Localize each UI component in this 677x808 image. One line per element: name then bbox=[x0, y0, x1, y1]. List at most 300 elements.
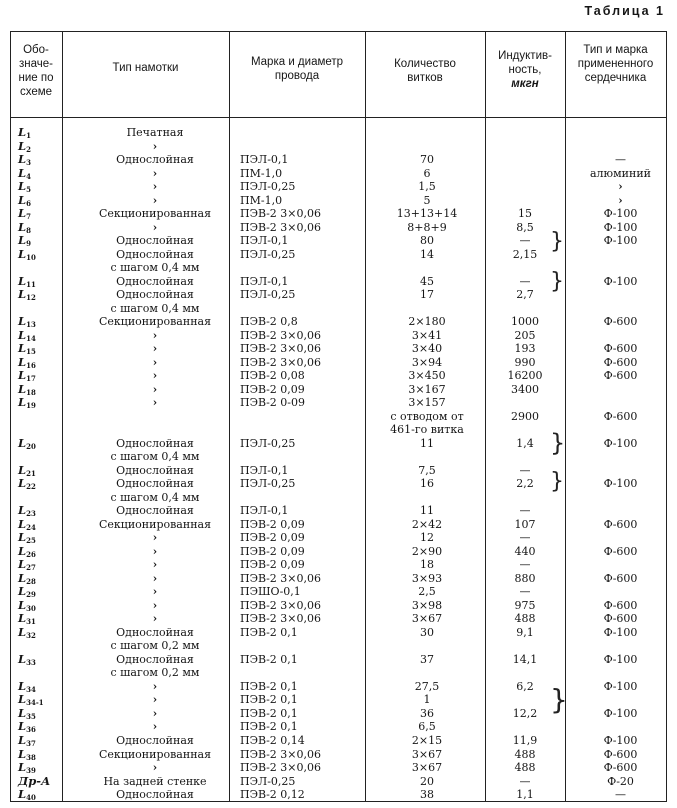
cell-core: Ф-100 bbox=[603, 234, 638, 248]
brace-icon: } bbox=[550, 269, 564, 294]
designation-symbol: L bbox=[18, 381, 27, 396]
brace-icon: } bbox=[550, 469, 564, 494]
cell-type: с шагом 0,4 мм bbox=[110, 490, 200, 504]
designation-index: 36 bbox=[26, 725, 36, 735]
cell-ind: 193 bbox=[514, 342, 536, 356]
designation-symbol: L bbox=[18, 476, 27, 491]
cell-turns: 3×167 bbox=[408, 382, 446, 396]
cell-core: Ф-600 bbox=[603, 598, 638, 612]
cell-turns: 1,5 bbox=[418, 180, 436, 193]
cell-ind: 12,2 bbox=[512, 706, 538, 720]
cell-wire: ПЭВ-2 0,09 bbox=[240, 531, 305, 545]
cell-type: › bbox=[152, 558, 158, 572]
table-row bbox=[10, 516, 667, 532]
brace-icon: } bbox=[550, 683, 568, 716]
cell-type: с шагом 0,2 мм bbox=[110, 639, 200, 653]
cell-wire: ПЭВ-2 3×0,06 bbox=[240, 761, 322, 774]
designation-symbol: Др-А bbox=[18, 773, 51, 788]
table-row bbox=[10, 181, 667, 192]
cell-turns: 3×98 bbox=[411, 598, 443, 612]
table-row bbox=[10, 611, 667, 627]
cell-ind: 11,9 bbox=[512, 734, 538, 747]
cell-ind: 488 bbox=[514, 612, 536, 626]
designation-symbol: L bbox=[18, 584, 27, 599]
designation-symbol: L bbox=[18, 719, 27, 734]
cell-wire: ПЭЛ-0,25 bbox=[240, 288, 296, 302]
table-row bbox=[10, 719, 667, 735]
cell-type: › bbox=[152, 585, 158, 599]
cell-core: Ф-100 bbox=[603, 207, 638, 221]
designation-symbol: L bbox=[18, 678, 27, 693]
cell-designation bbox=[18, 397, 36, 411]
cell-core: Ф-100 bbox=[603, 220, 638, 234]
designation-symbol: L bbox=[18, 611, 27, 626]
designation-symbol: L bbox=[18, 557, 27, 572]
cell-type: Однослойная bbox=[116, 153, 194, 166]
cell-turns: 8+8+9 bbox=[407, 220, 447, 234]
cell-designation bbox=[18, 624, 36, 641]
cell-wire: ПЭЛ-0,1 bbox=[240, 504, 289, 518]
cell-wire: ПЭВ-2 3×0,06 bbox=[240, 355, 322, 369]
cell-ind: — bbox=[519, 234, 531, 248]
cell-designation bbox=[18, 435, 36, 452]
table-row bbox=[10, 651, 667, 667]
designation-index: 38 bbox=[26, 752, 36, 762]
cell-ind: 1000 bbox=[511, 315, 539, 329]
designation-symbol: L bbox=[18, 341, 27, 356]
header-line: мкгн bbox=[511, 78, 539, 90]
cell-core: Ф-600 bbox=[603, 355, 638, 369]
cell-type: › bbox=[152, 193, 158, 207]
cell-type: Однослойная bbox=[116, 652, 194, 666]
designation-symbol: L bbox=[18, 705, 27, 720]
cell-core: Ф-100 bbox=[603, 652, 638, 666]
designation-index: 18 bbox=[26, 387, 36, 397]
cell-turns: 2×90 bbox=[411, 544, 443, 558]
cell-wire: ПЭВ-2 0,1 bbox=[240, 720, 298, 734]
cell-wire: ПЭЛ-0,25 bbox=[240, 774, 296, 788]
table-row bbox=[10, 154, 667, 165]
table-row bbox=[10, 640, 667, 651]
table-row bbox=[10, 354, 667, 370]
cell-type: Однослойная bbox=[116, 625, 194, 639]
cell-type: с шагом 0,2 мм bbox=[110, 666, 200, 680]
table-row bbox=[10, 219, 667, 235]
cell-wire: ПЭВ-2 0,08 bbox=[240, 369, 305, 383]
cell-turns: 20 bbox=[420, 774, 434, 788]
designation-index: 31 bbox=[26, 617, 36, 627]
cell-wire: ПЭВ-2 0,1 bbox=[240, 679, 298, 693]
cell-wire: ПЭВ-2 3×0,06 bbox=[240, 612, 322, 626]
cell-turns: 2×180 bbox=[408, 315, 446, 329]
cell-wire: ПЭВ-2 0,1 bbox=[240, 706, 298, 720]
cell-designation bbox=[18, 789, 36, 803]
designation-symbol: L bbox=[18, 152, 27, 166]
table-row bbox=[10, 368, 667, 384]
designation-index: 33 bbox=[26, 657, 36, 667]
table-row bbox=[10, 303, 667, 314]
header-line: Тип намотки bbox=[112, 62, 179, 74]
cell-core: › bbox=[618, 180, 623, 193]
cell-wire: ПЭШО-0,1 bbox=[240, 585, 301, 599]
cell-type: Однослойная bbox=[116, 477, 194, 491]
cell-core: Ф-600 bbox=[603, 544, 638, 558]
designation-index: 22 bbox=[26, 482, 36, 492]
designation-index: 1 bbox=[26, 131, 31, 140]
cell-ind: 2,7 bbox=[516, 288, 534, 302]
header-line: витков bbox=[407, 72, 443, 84]
header-designation bbox=[10, 43, 62, 99]
cell-wire: ПЭЛ-0,25 bbox=[240, 247, 296, 261]
cell-ind: 205 bbox=[514, 328, 536, 342]
table-row bbox=[10, 424, 667, 435]
cell-designation bbox=[18, 478, 36, 492]
table-row bbox=[10, 246, 667, 262]
cell-core: Ф-100 bbox=[603, 706, 638, 720]
cell-core: Ф-600 bbox=[603, 369, 638, 383]
cell-wire: ПЭВ-2 0,09 bbox=[240, 517, 305, 531]
table-caption: Таблица 1 bbox=[584, 4, 665, 18]
cell-wire: ПЭВ-2 3×0,06 bbox=[240, 207, 322, 221]
table-row bbox=[10, 165, 667, 181]
cell-core: Ф-100 bbox=[603, 436, 638, 450]
designation-index: 2 bbox=[26, 144, 31, 154]
header-line: значе- bbox=[19, 58, 53, 70]
designation-index: 10 bbox=[26, 252, 36, 262]
cell-wire: ПЭВ-2 0,12 bbox=[240, 788, 305, 801]
cell-wire: ПЭВ-2 3×0,06 bbox=[240, 328, 322, 342]
table-top-rule bbox=[10, 31, 667, 32]
cell-ind: 2,2 bbox=[516, 477, 534, 491]
cell-type: › bbox=[152, 571, 158, 585]
header-line: Марка и диаметр bbox=[250, 56, 344, 68]
cell-wire: ПЭВ-2 3×0,06 bbox=[240, 571, 322, 585]
header-inductance bbox=[485, 49, 565, 91]
cell-type: › bbox=[152, 720, 158, 734]
cell-core: Ф-20 bbox=[607, 774, 634, 788]
cell-turns: 12 bbox=[420, 531, 434, 545]
cell-turns: 38 bbox=[420, 788, 434, 801]
cell-type: › bbox=[152, 166, 158, 180]
table-row bbox=[10, 395, 667, 411]
designation-symbol: L bbox=[18, 206, 27, 221]
cell-turns: 3×40 bbox=[411, 342, 443, 356]
cell-ind: — bbox=[519, 774, 531, 788]
cell-core: Ф-600 bbox=[603, 571, 638, 585]
cell-ind: 3400 bbox=[511, 382, 539, 396]
table-row bbox=[10, 451, 667, 462]
cell-type: › bbox=[152, 612, 158, 626]
cell-ind: — bbox=[519, 558, 531, 572]
table-row bbox=[10, 735, 667, 746]
designation-symbol: L bbox=[18, 570, 27, 585]
table-row bbox=[10, 262, 667, 273]
cell-core: Ф-600 bbox=[603, 747, 638, 761]
cell-type: Секционированная bbox=[98, 747, 212, 761]
header-line: провода bbox=[274, 70, 320, 82]
cell-turns: 461-го витка bbox=[390, 423, 464, 437]
table-bottom-rule bbox=[10, 801, 667, 802]
table-row bbox=[10, 692, 667, 708]
cell-core: Ф-100 bbox=[603, 625, 638, 639]
designation-index: 23 bbox=[26, 509, 36, 519]
cell-turns: 14 bbox=[420, 247, 434, 261]
cell-wire: ПЭВ-2 0,1 bbox=[240, 693, 298, 707]
cell-turns: 2,5 bbox=[418, 585, 436, 599]
cell-type: Однослойная bbox=[116, 234, 194, 248]
cell-wire: ПМ-1,0 bbox=[240, 166, 283, 180]
cell-wire: ПЭВ-2 0,09 bbox=[240, 544, 305, 558]
header-line: Тип и марка bbox=[583, 44, 648, 56]
cell-turns: 2×42 bbox=[411, 517, 443, 531]
cell-ind: 488 bbox=[514, 761, 536, 774]
designation-symbol: L bbox=[18, 462, 27, 477]
cell-turns: 11 bbox=[420, 504, 434, 518]
cell-turns: 11 bbox=[420, 436, 434, 450]
designation-index: 15 bbox=[26, 347, 36, 357]
cell-type: › bbox=[152, 679, 158, 693]
cell-type: Однослойная bbox=[116, 734, 194, 747]
cell-wire: ПЭВ-2 3×0,06 bbox=[240, 747, 322, 761]
designation-symbol: L bbox=[18, 327, 27, 342]
cell-core: Ф-600 bbox=[603, 517, 638, 531]
designation-symbol: L bbox=[18, 368, 27, 383]
table-row bbox=[10, 503, 667, 519]
cell-wire: ПЭЛ-0,25 bbox=[240, 180, 296, 193]
cell-turns: 3×93 bbox=[411, 571, 443, 585]
cell-turns: 27,5 bbox=[414, 679, 440, 693]
table-row bbox=[10, 314, 667, 330]
table-row bbox=[10, 206, 667, 222]
designation-index: 20 bbox=[26, 441, 36, 451]
cell-wire: ПЭЛ-0,1 bbox=[240, 274, 289, 288]
cell-ind: — bbox=[519, 504, 531, 518]
header-winding-type bbox=[62, 61, 229, 75]
table-row bbox=[10, 492, 667, 503]
cell-ind: — bbox=[519, 585, 531, 599]
designation-symbol: L bbox=[18, 314, 27, 329]
designation-symbol: L bbox=[18, 733, 27, 747]
table-row bbox=[10, 192, 667, 208]
header-bottom-rule bbox=[10, 117, 667, 118]
cell-type: Секционированная bbox=[98, 315, 212, 329]
header-line: Обо- bbox=[23, 44, 49, 56]
cell-wire: ПЭВ-2 0,09 bbox=[240, 382, 305, 396]
cell-type: › bbox=[152, 180, 158, 193]
cell-ind: 1,4 bbox=[516, 436, 534, 450]
table-row bbox=[10, 462, 667, 478]
cell-ind: 488 bbox=[514, 747, 536, 761]
cell-wire: ПЭВ-2 3×0,06 bbox=[240, 220, 322, 234]
cell-ind: 975 bbox=[514, 598, 536, 612]
designation-index: 37 bbox=[26, 739, 36, 748]
cell-ind: 9,1 bbox=[516, 625, 534, 639]
table-row bbox=[10, 705, 667, 721]
cell-core: Ф-600 bbox=[603, 409, 638, 423]
cell-turns: 3×67 bbox=[411, 612, 443, 626]
cell-type: › bbox=[152, 342, 158, 356]
cell-core: › bbox=[618, 193, 623, 207]
table-row bbox=[10, 435, 667, 451]
cell-turns: 30 bbox=[420, 625, 434, 639]
header-line: примененного bbox=[577, 58, 654, 70]
cell-core: Ф-100 bbox=[603, 679, 638, 693]
designation-symbol: L bbox=[18, 354, 27, 369]
cell-type: › bbox=[152, 693, 158, 707]
designation-symbol: L bbox=[18, 395, 27, 410]
table-row bbox=[10, 678, 667, 694]
table-row bbox=[10, 746, 667, 762]
designation-symbol: L bbox=[18, 651, 27, 666]
cell-designation bbox=[18, 246, 36, 263]
header-line: Количество bbox=[394, 58, 456, 70]
designation-symbol: L bbox=[18, 179, 27, 193]
designation-index: 9 bbox=[26, 239, 31, 249]
designation-index: 13 bbox=[26, 320, 36, 330]
table-row bbox=[10, 233, 667, 249]
header-wire bbox=[229, 55, 365, 83]
designation-symbol: L bbox=[18, 435, 27, 450]
designation-index: 39 bbox=[26, 766, 36, 775]
cell-wire: ПЭЛ-0,25 bbox=[240, 436, 296, 450]
cell-wire: ПЭЛ-0,1 bbox=[240, 153, 289, 166]
cell-type: Однослойная bbox=[116, 436, 194, 450]
cell-ind: 2900 bbox=[511, 409, 539, 423]
cell-type: Однослойная bbox=[116, 288, 194, 302]
cell-wire: ПЭВ-2 0,8 bbox=[240, 315, 298, 329]
designation-symbol: L bbox=[18, 760, 27, 774]
header-turns bbox=[365, 57, 485, 85]
cell-turns: 5 bbox=[423, 193, 431, 207]
cell-ind: 1,1 bbox=[516, 788, 534, 801]
header-line: ние по bbox=[18, 72, 54, 84]
cell-type: › bbox=[152, 706, 158, 720]
table-row bbox=[10, 570, 667, 586]
brace-icon: } bbox=[550, 229, 564, 254]
cell-type: Секционированная bbox=[98, 517, 212, 531]
designation-index: 27 bbox=[26, 563, 36, 573]
cell-turns: 3×41 bbox=[411, 328, 443, 342]
designation-symbol: L bbox=[18, 219, 27, 234]
cell-turns: 3×94 bbox=[411, 355, 443, 369]
designation-index: 11 bbox=[26, 279, 36, 289]
table-row bbox=[10, 287, 667, 303]
cell-wire: ПЭЛ-0,1 bbox=[240, 463, 289, 477]
designation-index: 34-1 bbox=[26, 698, 44, 708]
table-row bbox=[10, 773, 667, 788]
cell-type: с шагом 0,4 мм bbox=[110, 301, 200, 315]
cell-wire: ПЭВ-2 0,1 bbox=[240, 625, 298, 639]
designation-symbol: L bbox=[18, 246, 27, 261]
designation-index: 30 bbox=[26, 603, 36, 613]
table-row bbox=[10, 530, 667, 546]
cell-core: Ф-600 bbox=[603, 315, 638, 329]
designation-symbol: L bbox=[18, 503, 27, 518]
cell-turns: 3×67 bbox=[411, 747, 443, 761]
cell-ind: 2,15 bbox=[512, 247, 538, 261]
cell-turns: 3×157 bbox=[408, 396, 446, 410]
cell-core: — bbox=[615, 788, 626, 801]
table-row bbox=[10, 127, 667, 138]
cell-wire: ПЭВ-2 0,1 bbox=[240, 652, 298, 666]
designation-symbol: L bbox=[18, 597, 27, 612]
cell-wire: ПЭВ-2 0-09 bbox=[240, 396, 306, 410]
table-row bbox=[10, 411, 667, 422]
designation-index: 4 bbox=[26, 171, 31, 181]
cell-turns: 2×15 bbox=[411, 734, 443, 747]
cell-type: Однослойная bbox=[116, 247, 194, 261]
table-row bbox=[10, 789, 667, 800]
table-row bbox=[10, 597, 667, 613]
cell-ind: — bbox=[519, 463, 531, 477]
designation-index: 29 bbox=[26, 590, 36, 600]
cell-turns: 13+13+14 bbox=[396, 207, 458, 221]
designation-symbol: L bbox=[18, 530, 27, 545]
cell-turns: 80 bbox=[420, 234, 434, 248]
cell-core: Ф-100 bbox=[603, 477, 638, 491]
cell-ind: — bbox=[519, 274, 531, 288]
table-row bbox=[10, 557, 667, 573]
header-core bbox=[565, 43, 666, 85]
cell-ind: 880 bbox=[514, 571, 536, 585]
winding-table bbox=[10, 31, 667, 802]
cell-designation bbox=[18, 289, 36, 303]
designation-symbol: L bbox=[18, 516, 27, 531]
table-row bbox=[10, 584, 667, 600]
designation-symbol: L bbox=[18, 165, 27, 180]
cell-core: Ф-100 bbox=[603, 734, 638, 747]
designation-index: 14 bbox=[26, 333, 36, 343]
cell-type: Печатная bbox=[126, 126, 184, 139]
cell-turns: 37 bbox=[420, 652, 434, 666]
designation-symbol: L bbox=[18, 233, 27, 248]
cell-ind: 107 bbox=[514, 517, 536, 531]
designation-index: 25 bbox=[26, 536, 36, 546]
cell-ind: — bbox=[519, 531, 531, 545]
designation-index: 40 bbox=[26, 793, 36, 802]
table-row bbox=[10, 476, 667, 492]
cell-core: Ф-600 bbox=[603, 342, 638, 356]
cell-ind: 15 bbox=[518, 207, 532, 221]
designation-symbol: L bbox=[18, 125, 27, 139]
cell-type: › bbox=[152, 544, 158, 558]
designation-index: 32 bbox=[26, 630, 36, 640]
cell-turns: 36 bbox=[420, 706, 434, 720]
designation-index: 3 bbox=[26, 158, 31, 167]
table-row bbox=[10, 624, 667, 640]
table-row bbox=[10, 762, 667, 773]
table-row bbox=[10, 273, 667, 289]
header-line: сердечника bbox=[584, 72, 647, 84]
cell-ind: 16200 bbox=[507, 369, 543, 383]
cell-wire: ПЭВ-2 3×0,06 bbox=[240, 598, 322, 612]
designation-index: 26 bbox=[26, 549, 36, 559]
designation-symbol: L bbox=[18, 624, 27, 639]
cell-core: алюминий bbox=[589, 166, 651, 180]
designation-index: 7 bbox=[26, 212, 31, 222]
cell-wire: ПЭВ-2 3×0,06 bbox=[240, 342, 322, 356]
cell-turns: 6 bbox=[423, 166, 431, 180]
header-line: Индуктив- bbox=[498, 50, 552, 62]
cell-ind: 440 bbox=[514, 544, 536, 558]
cell-type: › bbox=[152, 139, 158, 153]
designation-index: 21 bbox=[26, 468, 36, 478]
designation-symbol: L bbox=[18, 192, 27, 207]
designation-symbol: L bbox=[18, 543, 27, 558]
cell-wire: ПМ-1,0 bbox=[240, 193, 283, 207]
table-row bbox=[10, 381, 667, 397]
designation-index: 19 bbox=[26, 401, 36, 411]
